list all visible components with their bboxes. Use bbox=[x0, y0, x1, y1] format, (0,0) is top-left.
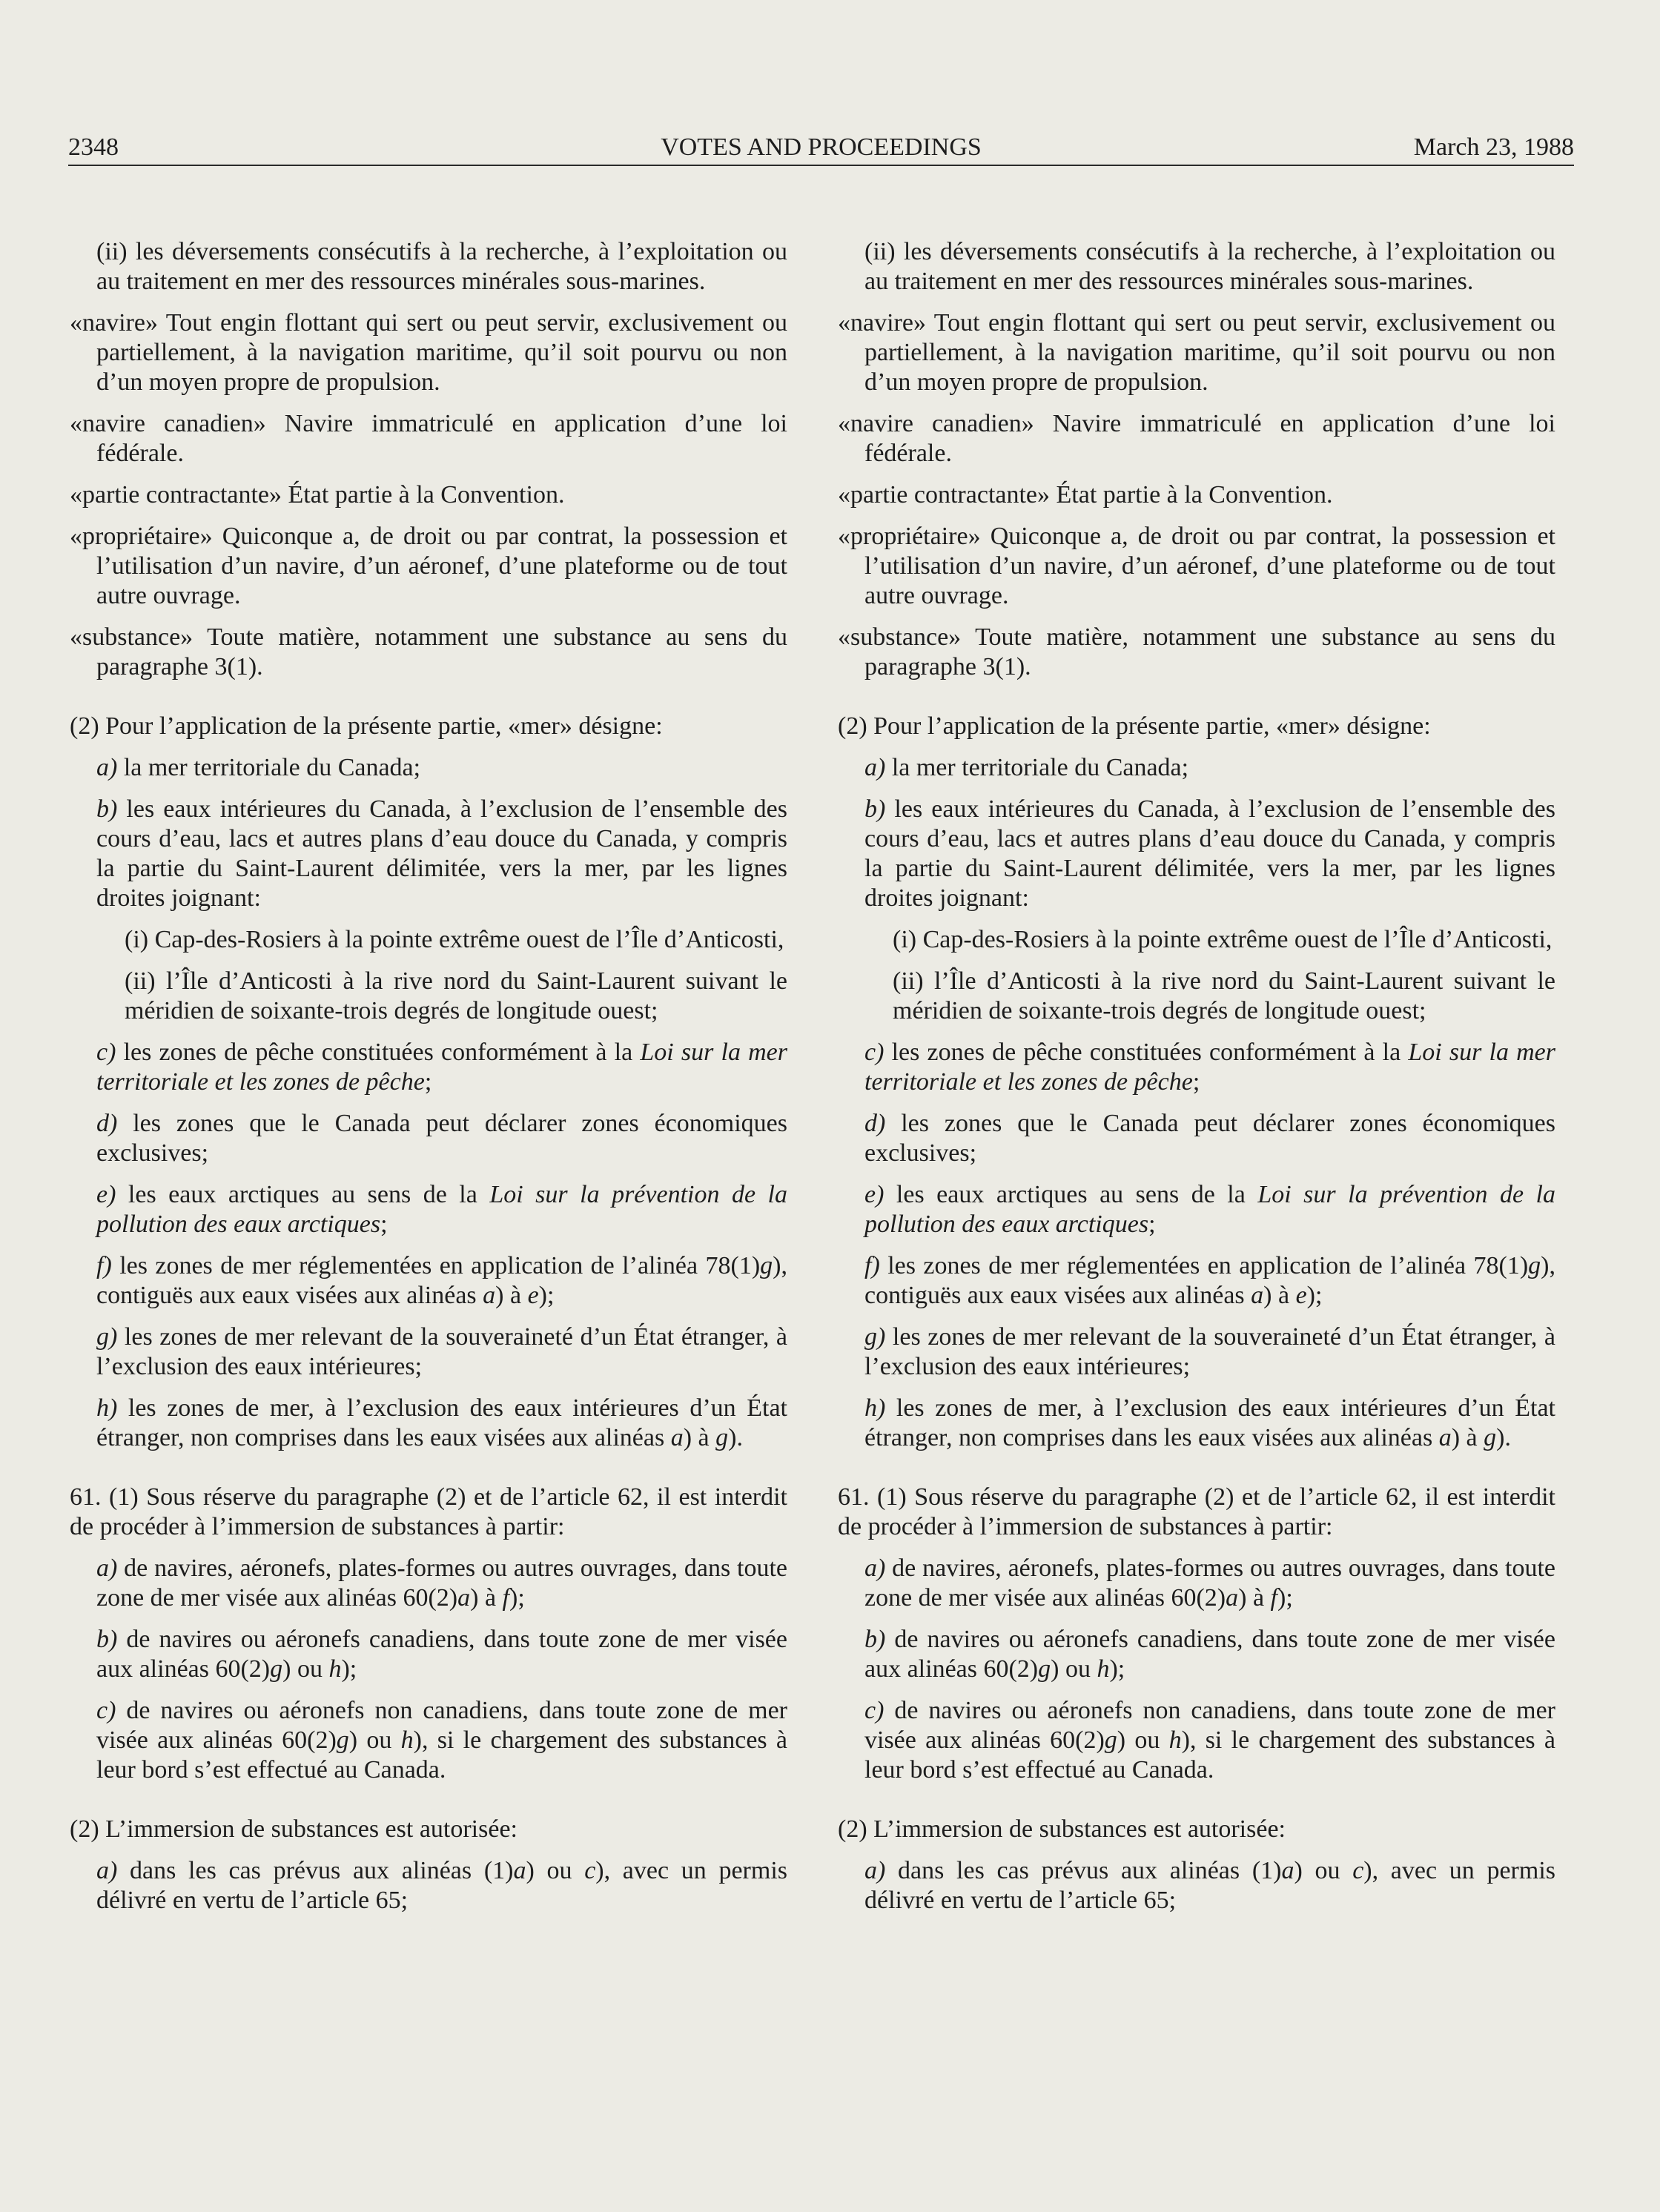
header-date: March 23, 1988 bbox=[1413, 133, 1574, 161]
paragraph-d: d) les zones que le Canada peut déclarer zones économiques exclusives; bbox=[96, 1110, 787, 1167]
definition-navire-canadien: «navire canadien» Navire immatriculé en application d’une loi fédérale. bbox=[838, 410, 1555, 467]
definition-substance: «substance» Toute matière, notamment une substance au sens du paragraphe 3(1). bbox=[70, 623, 787, 681]
subparagraph-ii: (ii) l’Île d’Anticosti à la rive nord du Saint-Laurent suivant le méridien de soixante-trois degrés de longitude ouest; bbox=[893, 967, 1555, 1024]
subparagraph-i: (i) Cap-des-Rosiers à la pointe extrême ouest de l’Île d’Anticosti, bbox=[125, 926, 784, 953]
paragraph-b: b) les eaux intérieures du Canada, à l’exclusion de l’ensemble des cours d’eau, lacs et autres plans d’eau douce du Canada, y compris la partie du Saint-Laurent délimitée, vers la mer, par les lignes droites joignant: bbox=[864, 795, 1555, 912]
paragraph: (ii) les déversements consécutifs à la recherche, à l’exploitation ou au traitement en mer des ressources minérales sous-marines. bbox=[96, 238, 787, 295]
definition-substance: «substance» Toute matière, notamment une substance au sens du paragraphe 3(1). bbox=[838, 623, 1555, 681]
paragraph-d: d) les zones que le Canada peut déclarer zones économiques exclusives; bbox=[864, 1110, 1555, 1167]
definition-partie-contractante: «partie contractante» État partie à la Convention. bbox=[838, 481, 1333, 509]
paragraph-a: a) la mer territoriale du Canada; bbox=[864, 754, 1189, 781]
subsection-2: (2) Pour l’application de la présente partie, «mer» désigne: bbox=[70, 712, 663, 740]
left-column bbox=[70, 237, 787, 1927]
section-61-c: c) de navires ou aéronefs non canadiens, dans toute zone de mer visée aux alinéas 60(2)g) ou h), si le chargement des substances à leur bord s’est effectué au Canada. bbox=[864, 1697, 1556, 1784]
section-61: 61. (1) Sous réserve du paragraphe (2) et de l’article 62, il est interdit de procéder à l’immersion de substances à partir: bbox=[70, 1483, 787, 1540]
paragraph-g: g) les zones de mer relevant de la souveraineté d’un État étranger, à l’exclusion des eaux intérieures; bbox=[96, 1323, 787, 1380]
section-61-a: a) de navires, aéronefs, plates-formes ou autres ouvrages, dans toute zone de mer visée aux alinéas 60(2)a) à f); bbox=[96, 1554, 787, 1612]
page-number: 2348 bbox=[68, 133, 119, 161]
paragraph-e: e) les eaux arctiques au sens de la Loi sur la prévention de la pollution des eaux arctiques; bbox=[96, 1181, 787, 1238]
paragraph-g: g) les zones de mer relevant de la souveraineté d’un État étranger, à l’exclusion des eaux intérieures; bbox=[864, 1323, 1555, 1380]
section-61: 61. (1) Sous réserve du paragraphe (2) et de l’article 62, il est interdit de procéder à l’immersion de substances à partir: bbox=[838, 1483, 1555, 1540]
paragraph-f: f) les zones de mer réglementées en application de l’alinéa 78(1)g), contiguës aux eaux visées aux alinéas a) à e); bbox=[96, 1252, 787, 1309]
running-title: VOTES AND PROCEEDINGS bbox=[661, 133, 982, 161]
section-61-2-a: a) dans les cas prévus aux alinéas (1)a) ou c), avec un permis délivré en vertu de l’article 65; bbox=[864, 1857, 1555, 1914]
right-column bbox=[838, 237, 1555, 1927]
paragraph-e: e) les eaux arctiques au sens de la Loi sur la prévention de la pollution des eaux arctiques; bbox=[864, 1181, 1555, 1238]
definition-navire: «navire» Tout engin flottant qui sert ou peut servir, exclusivement ou partiellement, à la navigation maritime, qu’il soit pourvu ou non d’un moyen propre de propulsion. bbox=[838, 309, 1555, 396]
definition-navire-canadien: «navire canadien» Navire immatriculé en application d’une loi fédérale. bbox=[70, 410, 787, 467]
page-header bbox=[68, 128, 1574, 166]
section-61-a: a) de navires, aéronefs, plates-formes ou autres ouvrages, dans toute zone de mer visée aux alinéas 60(2)a) à f); bbox=[864, 1554, 1555, 1612]
paragraph-h: h) les zones de mer, à l’exclusion des eaux intérieures d’un État étranger, non comprises dans les eaux visées aux alinéas a) à g). bbox=[96, 1394, 787, 1451]
section-61-2-a: a) dans les cas prévus aux alinéas (1)a) ou c), avec un permis délivré en vertu de l’article 65; bbox=[96, 1857, 787, 1914]
section-61-2: (2) L’immersion de substances est autorisée: bbox=[70, 1815, 517, 1843]
paragraph-c: c) les zones de pêche constituées conformément à la Loi sur la mer territoriale et les zones de pêche; bbox=[864, 1039, 1555, 1096]
subparagraph-i: (i) Cap-des-Rosiers à la pointe extrême ouest de l’Île d’Anticosti, bbox=[893, 926, 1552, 953]
section-61-b: b) de navires ou aéronefs canadiens, dans toute zone de mer visée aux alinéas 60(2)g) ou h); bbox=[864, 1626, 1555, 1683]
definition-navire: «navire» Tout engin flottant qui sert ou peut servir, exclusivement ou partiellement, à la navigation maritime, qu’il soit pourvu ou non d’un moyen propre de propulsion. bbox=[70, 309, 787, 396]
paragraph-b: b) les eaux intérieures du Canada, à l’exclusion de l’ensemble des cours d’eau, lacs et autres plans d’eau douce du Canada, y compris la partie du Saint-Laurent délimitée, vers la mer, par les lignes droites joignant: bbox=[96, 795, 787, 912]
subparagraph-ii: (ii) l’Île d’Anticosti à la rive nord du Saint-Laurent suivant le méridien de soixante-trois degrés de longitude ouest; bbox=[125, 967, 787, 1024]
definition-partie-contractante: «partie contractante» État partie à la Convention. bbox=[70, 481, 565, 509]
paragraph: (ii) les déversements consécutifs à la recherche, à l’exploitation ou au traitement en mer des ressources minérales sous-marines. bbox=[864, 238, 1555, 295]
section-61-2: (2) L’immersion de substances est autorisée: bbox=[838, 1815, 1286, 1843]
paragraph-h: h) les zones de mer, à l’exclusion des eaux intérieures d’un État étranger, non comprises dans les eaux visées aux alinéas a) à g). bbox=[864, 1394, 1555, 1451]
paragraph-a: a) la mer territoriale du Canada; bbox=[96, 754, 421, 781]
subsection-2: (2) Pour l’application de la présente partie, «mer» désigne: bbox=[838, 712, 1431, 740]
definition-proprietaire: «propriétaire» Quiconque a, de droit ou par contrat, la possession et l’utilisation d’un navire, d’un aéronef, d’une plateforme ou de tout autre ouvrage. bbox=[838, 523, 1555, 609]
paragraph-c: c) les zones de pêche constituées conformément à la Loi sur la mer territoriale et les zones de pêche; bbox=[96, 1039, 787, 1096]
section-61-c: c) de navires ou aéronefs non canadiens, dans toute zone de mer visée aux alinéas 60(2)g) ou h), si le chargement des substances à leur bord s’est effectué au Canada. bbox=[96, 1697, 788, 1784]
paragraph-f: f) les zones de mer réglementées en application de l’alinéa 78(1)g), contiguës aux eaux visées aux alinéas a) à e); bbox=[864, 1252, 1555, 1309]
definition-proprietaire: «propriétaire» Quiconque a, de droit ou par contrat, la possession et l’utilisation d’un navire, d’un aéronef, d’une plateforme ou de tout autre ouvrage. bbox=[70, 523, 787, 609]
section-61-b: b) de navires ou aéronefs canadiens, dans toute zone de mer visée aux alinéas 60(2)g) ou h); bbox=[96, 1626, 787, 1683]
